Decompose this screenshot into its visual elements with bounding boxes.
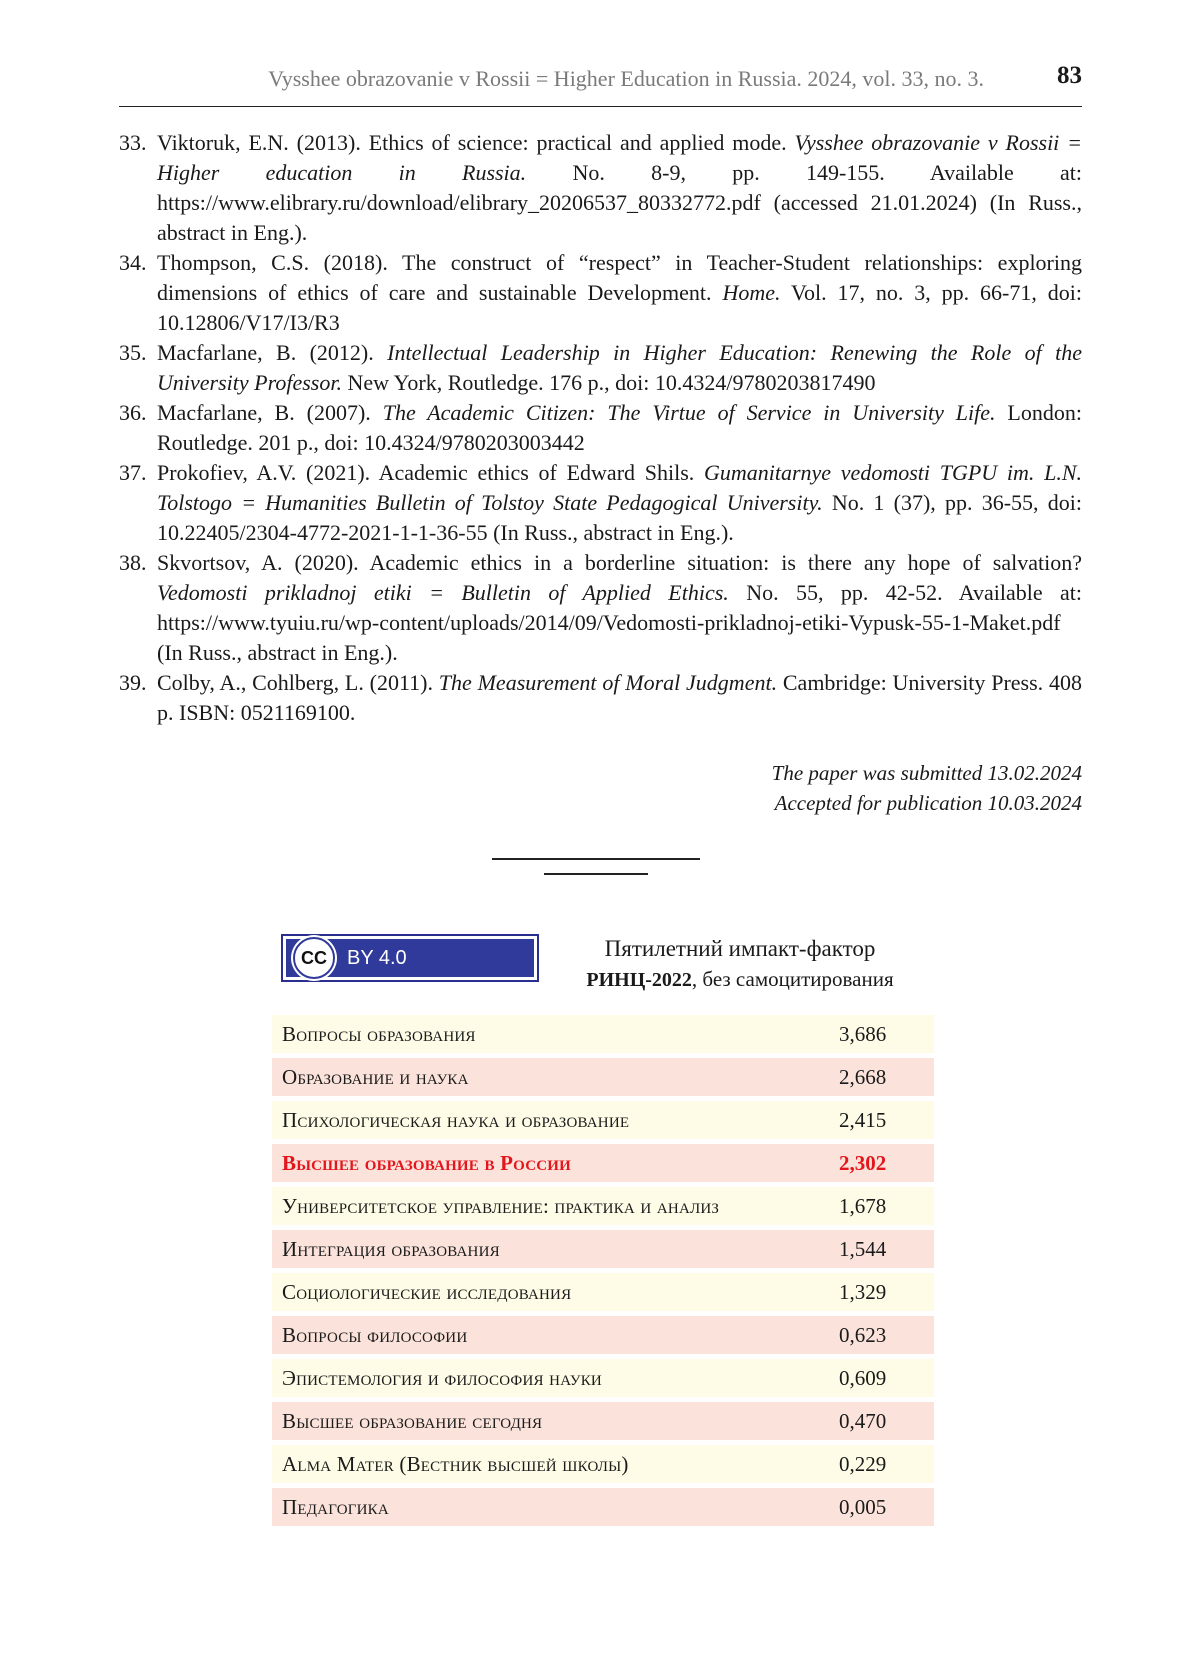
reference-source-title: The Measurement of Moral Judgment.: [438, 670, 778, 695]
reference-source-title: Intellectual Leadership in Higher Education: Renewing the Role of the University Professor.: [157, 340, 1082, 395]
journal-name: Психологическая наука и образование: [272, 1101, 839, 1139]
journal-name: Педагогика: [272, 1488, 839, 1526]
impact-title-index: РИНЦ-2022: [586, 969, 692, 991]
accepted-date: Accepted for publication 10.03.2024: [774, 791, 1082, 815]
section-divider-short: [544, 873, 648, 875]
reference-number: 37.: [119, 460, 147, 485]
reference-number: 38.: [119, 550, 147, 575]
reference-list: [119, 128, 1082, 728]
impact-value: 1,329: [839, 1273, 934, 1311]
table-row: [272, 1402, 934, 1440]
journal-name: Alma Mater (Вестник высшей школы): [272, 1445, 839, 1483]
reference-text: New York, Routledge. 176 p., doi: 10.4324/9780203817490: [341, 370, 876, 395]
reference-text: No. 55, pp. 42-52. Available at: https://www.tyuiu.ru/wp-content/uploads/2014/09/Vedomosti-prikladnoj-etiki-Vypusk-55-1-Maket.pdf (In Russ., abstract in Eng.).: [157, 580, 1083, 665]
table-row: [272, 1187, 934, 1225]
reference-text: Macfarlane, B. (2007).: [157, 400, 383, 425]
reference-item: [119, 248, 1082, 338]
table-row: [272, 1273, 934, 1311]
impact-title-line2: [560, 964, 920, 995]
reference-text: London: Routledge. 201 p., doi: 10.4324/9780203003442: [157, 400, 1082, 455]
reference-text: Skvortsov, A. (2020). Academic ethics in a borderline situation: is there any hope of salvation?: [157, 550, 1082, 575]
impact-value: 0,609: [839, 1359, 934, 1397]
reference-item: [119, 668, 1082, 728]
impact-factor-table: [272, 1010, 934, 1531]
submitted-date: The paper was submitted 13.02.2024: [771, 761, 1082, 785]
reference-text: Macfarlane, B. (2012).: [157, 340, 388, 365]
impact-value: 0,005: [839, 1488, 934, 1526]
reference-number: 33.: [119, 130, 147, 155]
table-row: [272, 1316, 934, 1354]
table-row: [272, 1445, 934, 1483]
page-number: 83: [1057, 62, 1082, 89]
reference-source-title: The Academic Citizen: The Virtue of Service in University Life.: [382, 400, 996, 425]
reference-number: 39.: [119, 670, 147, 695]
impact-value: 3,686: [839, 1015, 934, 1053]
reference-text: No. 1 (37), pp. 36-55, doi: 10.22405/2304-4772-2021-1-1-36-55 (In Russ., abstract in Eng.).: [157, 490, 1082, 545]
running-head: Vysshee obrazovanie v Rossii = Higher Education in Russia. 2024, vol. 33, no. 3.: [268, 66, 984, 91]
reference-text: Viktoruk, E.N. (2013). Ethics of science: practical and applied mode.: [157, 130, 795, 155]
journal-name: Университетское управление: практика и анализ: [272, 1187, 839, 1225]
cc-license-badge[interactable]: [281, 934, 539, 982]
journal-name: Вопросы философии: [272, 1316, 839, 1354]
journal-name: Вопросы образования: [272, 1015, 839, 1053]
impact-value: 2,302: [839, 1144, 934, 1182]
journal-name: Интеграция образования: [272, 1230, 839, 1268]
impact-value: 1,544: [839, 1230, 934, 1268]
impact-value: 0,623: [839, 1316, 934, 1354]
table-row: [272, 1359, 934, 1397]
impact-value: 2,415: [839, 1101, 934, 1139]
reference-number: 34.: [119, 250, 147, 275]
reference-text: Cambridge: University Press. 408 p. ISBN: 0521169100.: [157, 670, 1082, 725]
reference-source-title: Home.: [722, 280, 781, 305]
reference-text: Thompson, C.S. (2018). The construct of “respect” in Teacher-Student relationships: exploring dimensions of ethics of care and sustainable Development.: [157, 250, 1082, 305]
license-label: BY 4.0: [347, 946, 407, 969]
impact-value: 0,470: [839, 1402, 934, 1440]
table-row: [272, 1230, 934, 1268]
section-divider-long: [492, 858, 700, 860]
reference-number: 36.: [119, 400, 147, 425]
journal-name: Высшее образование в России: [272, 1144, 839, 1182]
table-row: [272, 1144, 934, 1182]
journal-name: Социологические исследования: [272, 1273, 839, 1311]
reference-source-title: Gumanitarnye vedomosti TGPU im. L.N. Tolstogo = Humanities Bulletin of Tolstoy State Pedagogical University.: [157, 460, 1082, 515]
reference-text: Prokofiev, A.V. (2021). Academic ethics of Edward Shils.: [157, 460, 704, 485]
publication-dates: [772, 758, 1082, 818]
reference-item: [119, 548, 1082, 668]
reference-item: [119, 458, 1082, 548]
creative-commons-icon: CC: [293, 937, 335, 979]
table-row: [272, 1015, 934, 1053]
impact-value: 1,678: [839, 1187, 934, 1225]
journal-name: Эпистемология и философия науки: [272, 1359, 839, 1397]
impact-title-line1: Пятилетний импакт-фактор: [604, 936, 876, 961]
impact-table-title: [560, 934, 920, 995]
impact-value: 0,229: [839, 1445, 934, 1483]
reference-source-title: Vysshee obrazovanie v Rossii = Higher education in Russia.: [157, 130, 1083, 185]
reference-number: 35.: [119, 340, 147, 365]
impact-title-note: , без самоцитирования: [691, 967, 894, 991]
table-row: [272, 1058, 934, 1096]
table-row: [272, 1488, 934, 1526]
reference-text: No. 8-9, pp. 149-155. Available at: https://www.elibrary.ru/download/elibrary_20206537_80332772.pdf (accessed 21.01.2024) (In Russ., abstract in Eng.).: [157, 160, 1083, 245]
reference-text: Vol. 17, no. 3, pp. 66-71, doi: 10.12806/V17/I3/R3: [157, 280, 1082, 335]
reference-item: [119, 398, 1082, 458]
reference-item: [119, 338, 1082, 398]
page-header: [119, 62, 1082, 107]
journal-name: Образование и наука: [272, 1058, 839, 1096]
reference-item: [119, 128, 1082, 248]
reference-text: Colby, A., Cohlberg, L. (2011).: [157, 670, 439, 695]
reference-source-title: Vedomosti prikladnoj etiki = Bulletin of Applied Ethics.: [157, 580, 729, 605]
table-row: [272, 1101, 934, 1139]
journal-name: Высшее образование сегодня: [272, 1402, 839, 1440]
impact-value: 2,668: [839, 1058, 934, 1096]
